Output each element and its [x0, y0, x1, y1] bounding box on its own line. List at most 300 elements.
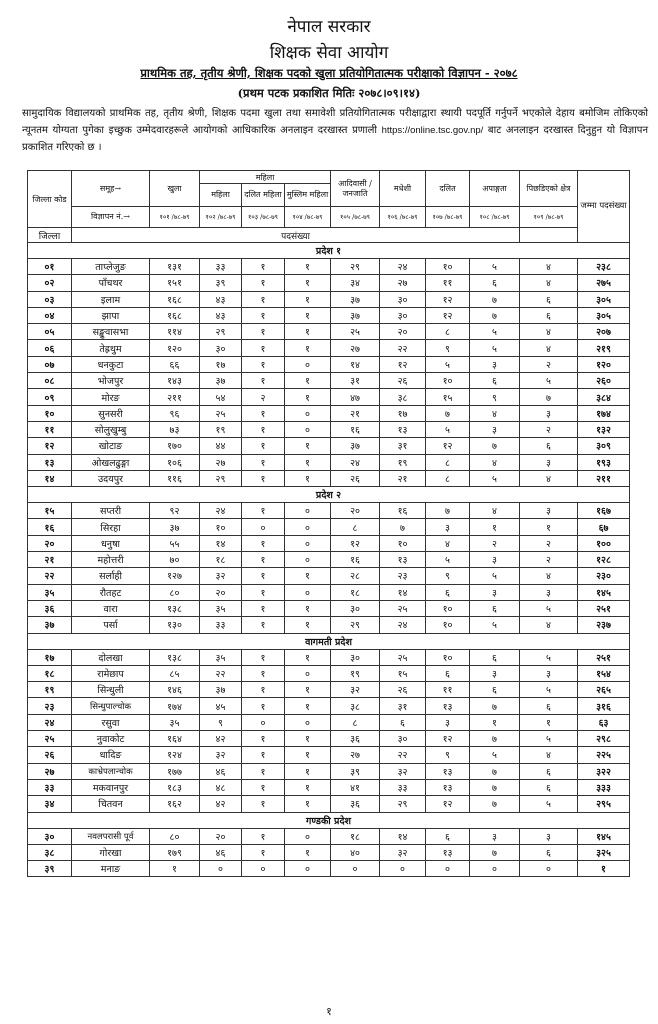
women-count: ४२ — [200, 796, 242, 812]
backward-area-count: २ — [520, 535, 578, 551]
open-count: ३५ — [150, 714, 200, 730]
province-name: वागमती प्रदेश — [28, 633, 630, 649]
total-posts: २११ — [578, 470, 630, 486]
backward-area-count: ४ — [520, 275, 578, 291]
total-posts: ३३३ — [578, 779, 630, 795]
women-count: २२ — [200, 665, 242, 681]
women-count: १८ — [200, 552, 242, 568]
total-posts: २०७ — [578, 324, 630, 340]
disabled-count: ७ — [470, 307, 520, 323]
vacancy-table-body — [28, 243, 630, 877]
disabled-count: ७ — [470, 763, 520, 779]
dalit-count: १३ — [426, 844, 470, 860]
open-count: ५५ — [150, 535, 200, 551]
adiwasi-count: ३४ — [331, 275, 380, 291]
backward-area-count: ७ — [520, 389, 578, 405]
province-name: प्रदेश २ — [28, 487, 630, 503]
district-name: पर्सा — [72, 617, 150, 633]
table-row — [28, 535, 630, 551]
adiwasi-count: ३७ — [331, 438, 380, 454]
dalit-women-count: १ — [242, 649, 285, 665]
dalit-count: ९ — [426, 747, 470, 763]
adiwasi-count: २६ — [331, 470, 380, 486]
open-count: ७३ — [150, 421, 200, 437]
madhesi-count: ३१ — [380, 698, 426, 714]
muslim-women-count: १ — [285, 698, 331, 714]
dalit-women-count: १ — [242, 600, 285, 616]
advertisement-number: १०९ /७८-७९ — [520, 207, 578, 228]
open-count: १७९ — [150, 844, 200, 860]
adiwasi-count: ० — [331, 861, 380, 877]
muslim-women-count: १ — [285, 844, 331, 860]
muslim-women-count: १ — [285, 454, 331, 470]
total-posts: ३०५ — [578, 291, 630, 307]
disabled-count: ६ — [470, 275, 520, 291]
table-row — [28, 796, 630, 812]
disabled-count: ५ — [470, 568, 520, 584]
province-section-row — [28, 243, 630, 259]
madhesi-count: १३ — [380, 552, 426, 568]
province-section-row — [28, 812, 630, 828]
disabled-count: १ — [470, 714, 520, 730]
adiwasi-count: १९ — [331, 665, 380, 681]
dalit-women-count: ० — [242, 714, 285, 730]
total-posts-header: जम्मा पदसंख्या — [578, 171, 630, 243]
dalit-women-count: १ — [242, 503, 285, 519]
dalit-count: ५ — [426, 356, 470, 372]
advertisement-number: १०१ /७८-७९ — [150, 207, 200, 228]
muslim-women-count: ० — [285, 519, 331, 535]
total-posts: १९३ — [578, 454, 630, 470]
table-row — [28, 373, 630, 389]
district-name: सिन्धुपाल्चोक — [72, 698, 150, 714]
table-row — [28, 731, 630, 747]
table-row — [28, 568, 630, 584]
dalit-count: ३ — [426, 714, 470, 730]
adiwasi-header: आदिवासी / जनजाति — [331, 171, 380, 207]
page-number: १ — [326, 1005, 332, 1018]
district-name: उदयपुर — [72, 470, 150, 486]
table-row — [28, 356, 630, 372]
muslim-women-count: १ — [285, 340, 331, 356]
madhesi-count: २१ — [380, 470, 426, 486]
adiwasi-count: १२ — [331, 535, 380, 551]
muslim-women-count: ० — [285, 552, 331, 568]
madhesi-count: ७ — [380, 519, 426, 535]
adiwasi-count: ३० — [331, 649, 380, 665]
muslim-women-count: १ — [285, 568, 331, 584]
muslim-women-count: १ — [285, 389, 331, 405]
total-posts: ३०९ — [578, 438, 630, 454]
district-name: मोरङ — [72, 389, 150, 405]
district-code: ३० — [28, 828, 72, 844]
madhesi-count: १७ — [380, 405, 426, 421]
adiwasi-count: २७ — [331, 340, 380, 356]
open-count: १७७ — [150, 763, 200, 779]
total-posts: २५१ — [578, 600, 630, 616]
muslim-women-count: १ — [285, 275, 331, 291]
disabled-header: अपाङ्गता — [470, 171, 520, 207]
disabled-count: ६ — [470, 373, 520, 389]
women-count: ४२ — [200, 731, 242, 747]
table-row — [28, 861, 630, 877]
disabled-count: १ — [470, 519, 520, 535]
district-name: ताप्लेजुङ — [72, 259, 150, 275]
women-count: २० — [200, 584, 242, 600]
adiwasi-count: ४७ — [331, 389, 380, 405]
dalit-women-count: १ — [242, 324, 285, 340]
women-header: महिला — [200, 171, 331, 184]
dalit-women-count: १ — [242, 747, 285, 763]
district-name: गोरखा — [72, 844, 150, 860]
adiwasi-count: ३९ — [331, 763, 380, 779]
total-posts: ३२५ — [578, 844, 630, 860]
backward-area-count: ४ — [520, 340, 578, 356]
disabled-count: ६ — [470, 649, 520, 665]
muslim-women-count: ० — [285, 665, 331, 681]
district-code: २६ — [28, 747, 72, 763]
backward-area-count: ४ — [520, 259, 578, 275]
dalit-count: ८ — [426, 454, 470, 470]
madhesi-count: २७ — [380, 275, 426, 291]
women-count: ३२ — [200, 568, 242, 584]
district-name: मकवानपुर — [72, 779, 150, 795]
women-count: ३७ — [200, 373, 242, 389]
muslim-women-count: १ — [285, 470, 331, 486]
open-count: ३७ — [150, 519, 200, 535]
disabled-count: ३ — [470, 421, 520, 437]
dalit-women-count: १ — [242, 552, 285, 568]
adiwasi-count: १४ — [331, 356, 380, 372]
total-posts: २९५ — [578, 796, 630, 812]
dalit-count: ० — [426, 861, 470, 877]
adiwasi-count: ३६ — [331, 731, 380, 747]
women-sub-header: महिला — [200, 184, 242, 207]
table-row — [28, 844, 630, 860]
backward-area-count: २ — [520, 552, 578, 568]
madhesi-count: ६ — [380, 714, 426, 730]
women-count: ३५ — [200, 649, 242, 665]
district-name: सङ्खुवासभा — [72, 324, 150, 340]
backward-area-count: ५ — [520, 600, 578, 616]
district-name: वारा — [72, 600, 150, 616]
women-count: ५४ — [200, 389, 242, 405]
open-count: ९२ — [150, 503, 200, 519]
adiwasi-count: ३१ — [331, 373, 380, 389]
backward-area-count: ६ — [520, 779, 578, 795]
district-code: ३४ — [28, 796, 72, 812]
women-count: ३३ — [200, 617, 242, 633]
table-row — [28, 763, 630, 779]
madhesi-count: १४ — [380, 828, 426, 844]
muslim-women-count: ० — [285, 861, 331, 877]
advertisement-number: १०६ /७८-७९ — [380, 207, 426, 228]
district-name: सप्तरी — [72, 503, 150, 519]
open-count: ९६ — [150, 405, 200, 421]
adiwasi-count: २९ — [331, 617, 380, 633]
table-row — [28, 698, 630, 714]
madhesi-count: ३८ — [380, 389, 426, 405]
adiwasi-count: ३८ — [331, 698, 380, 714]
madhesi-count: ३२ — [380, 844, 426, 860]
backward-area-header: पिछडिएको क्षेत्र — [520, 171, 578, 207]
backward-area-count: ३ — [520, 454, 578, 470]
open-count: १६८ — [150, 307, 200, 323]
table-row — [28, 714, 630, 730]
total-posts: २३७ — [578, 617, 630, 633]
table-row — [28, 324, 630, 340]
madhesi-count: १० — [380, 535, 426, 551]
open-count: ६६ — [150, 356, 200, 372]
madhesi-count: १५ — [380, 665, 426, 681]
dalit-women-count: १ — [242, 535, 285, 551]
backward-area-count: ४ — [520, 568, 578, 584]
table-row — [28, 389, 630, 405]
district-code: १७ — [28, 649, 72, 665]
total-posts: २३० — [578, 568, 630, 584]
women-count: ३५ — [200, 600, 242, 616]
dalit-count: ५ — [426, 552, 470, 568]
madhesi-count: १२ — [380, 356, 426, 372]
dalit-count: ७ — [426, 503, 470, 519]
madhesi-count: २३ — [380, 568, 426, 584]
table-row — [28, 665, 630, 681]
dalit-women-count: १ — [242, 617, 285, 633]
advertisement-number: १०५ /७८-७९ — [331, 207, 380, 228]
open-count: १३८ — [150, 649, 200, 665]
backward-area-count: ६ — [520, 698, 578, 714]
madhesi-count: ० — [380, 861, 426, 877]
women-count: ३० — [200, 340, 242, 356]
backward-area-count: ० — [520, 861, 578, 877]
total-posts: १०० — [578, 535, 630, 551]
open-count: १४६ — [150, 682, 200, 698]
backward-area-count: ६ — [520, 291, 578, 307]
district-name: धादिङ — [72, 747, 150, 763]
district-name: काभ्रेपलान्चोक — [72, 763, 150, 779]
district-code: ०१ — [28, 259, 72, 275]
disabled-count: ६ — [470, 682, 520, 698]
dalit-count: ७ — [426, 405, 470, 421]
table-row — [28, 340, 630, 356]
adiwasi-count: ३० — [331, 600, 380, 616]
madhesi-count: ३१ — [380, 438, 426, 454]
open-count: १३८ — [150, 600, 200, 616]
intro-text-2: बाट अनलाइन दरखास्त दिनुहुन यो विज्ञापन प्रकाशित गरिएको छ । — [22, 125, 649, 153]
district-code: ०८ — [28, 373, 72, 389]
dalit-women-count: ० — [242, 861, 285, 877]
disabled-count: ७ — [470, 291, 520, 307]
adiwasi-count: १६ — [331, 421, 380, 437]
dalit-women-count: १ — [242, 307, 285, 323]
adiwasi-count: २७ — [331, 747, 380, 763]
district-code: ३५ — [28, 584, 72, 600]
district-name: नुवाकोट — [72, 731, 150, 747]
dalit-count: ६ — [426, 828, 470, 844]
madhesi-count: १३ — [380, 421, 426, 437]
district-name: तेह्रथुम — [72, 340, 150, 356]
dalit-women-count: १ — [242, 568, 285, 584]
madhesi-count: १६ — [380, 503, 426, 519]
adiwasi-count: ४१ — [331, 779, 380, 795]
adiwasi-count: ३२ — [331, 682, 380, 698]
district-code: ३६ — [28, 600, 72, 616]
backward-area-count: ३ — [520, 584, 578, 600]
muslim-women-count: १ — [285, 259, 331, 275]
muslim-women-count: १ — [285, 438, 331, 454]
dalit-count: १३ — [426, 779, 470, 795]
district-name: मनाङ — [72, 861, 150, 877]
madhesi-count: २२ — [380, 340, 426, 356]
dalit-count: १० — [426, 617, 470, 633]
disabled-count: ३ — [470, 552, 520, 568]
dalit-women-count: १ — [242, 373, 285, 389]
province-section-row — [28, 633, 630, 649]
total-posts: ६७ — [578, 519, 630, 535]
advertisement-number: १०३ /७८-७९ — [242, 207, 285, 228]
open-count: १६८ — [150, 291, 200, 307]
muslim-women-count: १ — [285, 291, 331, 307]
dalit-count: १० — [426, 600, 470, 616]
total-posts: १३२ — [578, 421, 630, 437]
district-code: ०९ — [28, 389, 72, 405]
district-code: ३३ — [28, 779, 72, 795]
women-count: ४३ — [200, 307, 242, 323]
table-row — [28, 259, 630, 275]
backward-area-count: ६ — [520, 307, 578, 323]
disabled-count: ४ — [470, 405, 520, 421]
adiwasi-count: २५ — [331, 324, 380, 340]
advertisement-number: १०२ /७८-७९ — [200, 207, 242, 228]
backward-area-count: ६ — [520, 844, 578, 860]
dalit-women-count: १ — [242, 796, 285, 812]
madhesi-count: २६ — [380, 373, 426, 389]
advertisement-number: १०७ /७८-७९ — [426, 207, 470, 228]
muslim-women-count: ० — [285, 714, 331, 730]
open-count: ११६ — [150, 470, 200, 486]
dalit-count: ४ — [426, 535, 470, 551]
women-count: ३९ — [200, 275, 242, 291]
disabled-count: ५ — [470, 340, 520, 356]
table-row — [28, 307, 630, 323]
open-count: १२७ — [150, 568, 200, 584]
women-count: ० — [200, 861, 242, 877]
dalit-women-count: १ — [242, 763, 285, 779]
open-count: ७० — [150, 552, 200, 568]
dalit-women-count: १ — [242, 340, 285, 356]
table-row — [28, 503, 630, 519]
government-title: नेपाल सरकार — [287, 17, 371, 37]
muslim-women-count: १ — [285, 779, 331, 795]
adiwasi-count: १८ — [331, 584, 380, 600]
dalit-count: ८ — [426, 324, 470, 340]
adiwasi-count: ८ — [331, 519, 380, 535]
total-posts: १४५ — [578, 584, 630, 600]
disabled-count: ७ — [470, 844, 520, 860]
women-count: ४४ — [200, 438, 242, 454]
commission-title: शिक्षक सेवा आयोग — [269, 43, 389, 63]
district-code: २२ — [28, 568, 72, 584]
advertisement-title: प्राथमिक तह, तृतीय श्रेणी, शिक्षक पदको खुला प्रतियोगितात्मक परीक्षाको विज्ञापन - २०७८ — [140, 66, 518, 80]
dalit-count: १३ — [426, 763, 470, 779]
disabled-count: ९ — [470, 389, 520, 405]
total-posts: २३८ — [578, 259, 630, 275]
district-code: २७ — [28, 763, 72, 779]
madhesi-count: ३३ — [380, 779, 426, 795]
dalit-count: ९ — [426, 568, 470, 584]
adiwasi-count: ३७ — [331, 291, 380, 307]
disabled-count: ५ — [470, 324, 520, 340]
disabled-count: ४ — [470, 503, 520, 519]
intro-text-1: सामुदायिक विद्यालयको प्राथमिक तह, तृतीय श्रेणी, शिक्षक पदमा खुला तथा समावेशी प्रतियोगितात्मक परीक्षाद्वारा स्थायी पदपूर्ति गर्नुपर्ने भएकोले देहाय बमोजिम तोकिएको न्यूनतम योग्यता पुगेका इच्छुक उम्मेदवारहरूले आयोगको आधिकारिक अनलाइन दरखास्त प्रणाली — [22, 108, 648, 136]
district-name: रसुवा — [72, 714, 150, 730]
online-portal-link[interactable]: https://online.tsc.gov.np/ — [381, 125, 484, 136]
muslim-women-count: १ — [285, 649, 331, 665]
backward-area-count: २ — [520, 356, 578, 372]
total-posts: ३०५ — [578, 307, 630, 323]
backward-area-count: ५ — [520, 373, 578, 389]
district-code: ३८ — [28, 844, 72, 860]
advertisement-number: १०४ /७८-७९ — [285, 207, 331, 228]
total-posts: १६७ — [578, 503, 630, 519]
district-name: धनुषा — [72, 535, 150, 551]
total-posts: २६५ — [578, 682, 630, 698]
women-count: १७ — [200, 356, 242, 372]
district-code: २३ — [28, 698, 72, 714]
disabled-count: ५ — [470, 470, 520, 486]
adiwasi-count: ४० — [331, 844, 380, 860]
open-count: १७४ — [150, 698, 200, 714]
district-code: ३७ — [28, 617, 72, 633]
muslim-women-count: १ — [285, 682, 331, 698]
district-code: ०७ — [28, 356, 72, 372]
dalit-women-count: १ — [242, 584, 285, 600]
total-posts: १७४ — [578, 405, 630, 421]
madhesi-count: ३० — [380, 307, 426, 323]
women-count: २० — [200, 828, 242, 844]
advertisement-number-label: विज्ञापन नं.→ — [72, 207, 150, 228]
disabled-count: ४ — [470, 454, 520, 470]
district-name: सुनसरी — [72, 405, 150, 421]
district-name: सिन्धुली — [72, 682, 150, 698]
total-posts: ३२२ — [578, 763, 630, 779]
dalit-women-count: ० — [242, 519, 285, 535]
open-count: १६२ — [150, 796, 200, 812]
madhesi-count: २४ — [380, 617, 426, 633]
district-name: चितवन — [72, 796, 150, 812]
district-header: जिल्ला — [28, 228, 72, 243]
dalit-women-count: १ — [242, 438, 285, 454]
muslim-women-count: ० — [285, 405, 331, 421]
total-posts: १ — [578, 861, 630, 877]
backward-area-count: ४ — [520, 617, 578, 633]
dalit-women-count: १ — [242, 259, 285, 275]
district-name: महोत्तरी — [72, 552, 150, 568]
dalit-count: ११ — [426, 275, 470, 291]
total-posts: १२८ — [578, 552, 630, 568]
dalit-count: ६ — [426, 665, 470, 681]
district-code: १९ — [28, 682, 72, 698]
women-count: ४६ — [200, 763, 242, 779]
women-count: ३३ — [200, 259, 242, 275]
backward-area-count: १ — [520, 714, 578, 730]
table-row — [28, 747, 630, 763]
dalit-count: ९ — [426, 340, 470, 356]
province-section-row — [28, 487, 630, 503]
district-code: १३ — [28, 454, 72, 470]
backward-area-count: ५ — [520, 649, 578, 665]
madhesi-count: ३२ — [380, 763, 426, 779]
